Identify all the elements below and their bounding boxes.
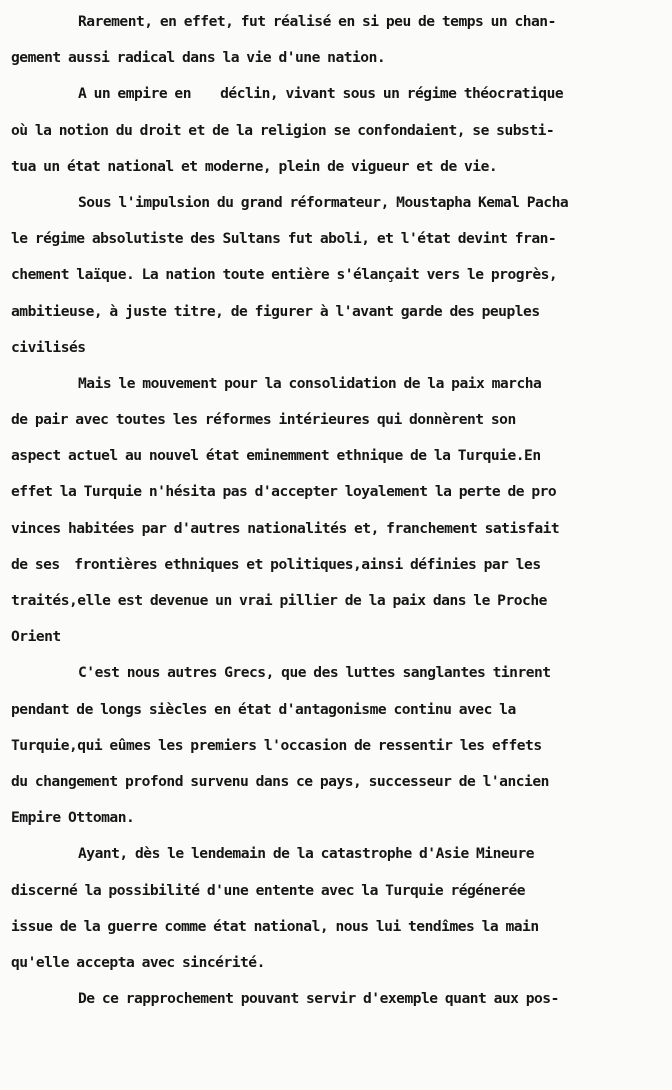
- text-line: civilisés: [11, 338, 86, 356]
- text-line: le régime absolutiste des Sultans fut aboli, et l'état devint fran-: [11, 230, 557, 248]
- text-line: A un empire en déclin, vivant sous un régime théocratique: [78, 85, 564, 103]
- typewritten-text: [11, 4, 666, 1017]
- text-line: de pair avec toutes les réformes intérieures qui donnèrent son: [11, 411, 516, 429]
- text-line: C'est nous autres Grecs, que des luttes sanglantes tinrent: [78, 664, 551, 682]
- text-line: De ce rapprochement pouvant servir d'exemple quant aux pos-: [78, 990, 559, 1008]
- text-line: aspect actuel au nouvel état eminemment ethnique de la Turquie.En: [11, 447, 541, 465]
- text-line: tua un état national et moderne, plein de vigueur et de vie.: [11, 157, 498, 175]
- text-line: issue de la guerre comme état national, nous lui tendîmes la main: [11, 917, 539, 935]
- text-line: gement aussi radical dans la vie d'une nation.: [11, 49, 386, 67]
- text-line: qu'elle accepta avec sincérité.: [11, 953, 265, 971]
- text-line: Ayant, dès le lendemain de la catastrophe d'Asie Mineure: [78, 845, 535, 863]
- text-line: vinces habitées par d'autres nationalités et, franchement satisfait: [11, 519, 560, 537]
- text-line: chement laïque. La nation toute entière s'élançait vers le progrès,: [11, 266, 558, 284]
- text-line: où la notion du droit et de la religion se confondaient, se substi-: [11, 121, 555, 139]
- text-line: Rarement, en effet, fut réalisé en si peu de temps un chan-: [78, 13, 556, 30]
- text-line: pendant de longs siècles en état d'antagonisme continu avec la: [11, 700, 516, 718]
- text-line: Mais le mouvement pour la consolidation de la paix marcha: [78, 374, 542, 392]
- text-line: Orient: [11, 628, 61, 646]
- text-line: du changement profond survenu dans ce pays, successeur de l'ancien: [11, 772, 549, 790]
- text-line: Turquie,qui eûmes les premiers l'occasion de ressentir les effets: [11, 736, 542, 754]
- text-line: effet la Turquie n'hésita pas d'accepter loyalement la perte de pro: [11, 483, 557, 501]
- text-line: Sous l'impulsion du grand réformateur, Moustapha Kemal Pacha: [78, 193, 569, 211]
- text-line: ambitieuse, à juste titre, de figurer à l'avant garde des peuples: [11, 302, 540, 320]
- text-line: de ses frontières ethniques et politiques,ainsi définies par les: [11, 555, 541, 573]
- text-line: discerné la possibilité d'une entente avec la Turquie régénerée: [11, 881, 526, 899]
- text-line: Empire Ottoman.: [11, 809, 135, 827]
- text-line: traités,elle est devenue un vrai pillier de la paix dans le Proche: [11, 592, 547, 609]
